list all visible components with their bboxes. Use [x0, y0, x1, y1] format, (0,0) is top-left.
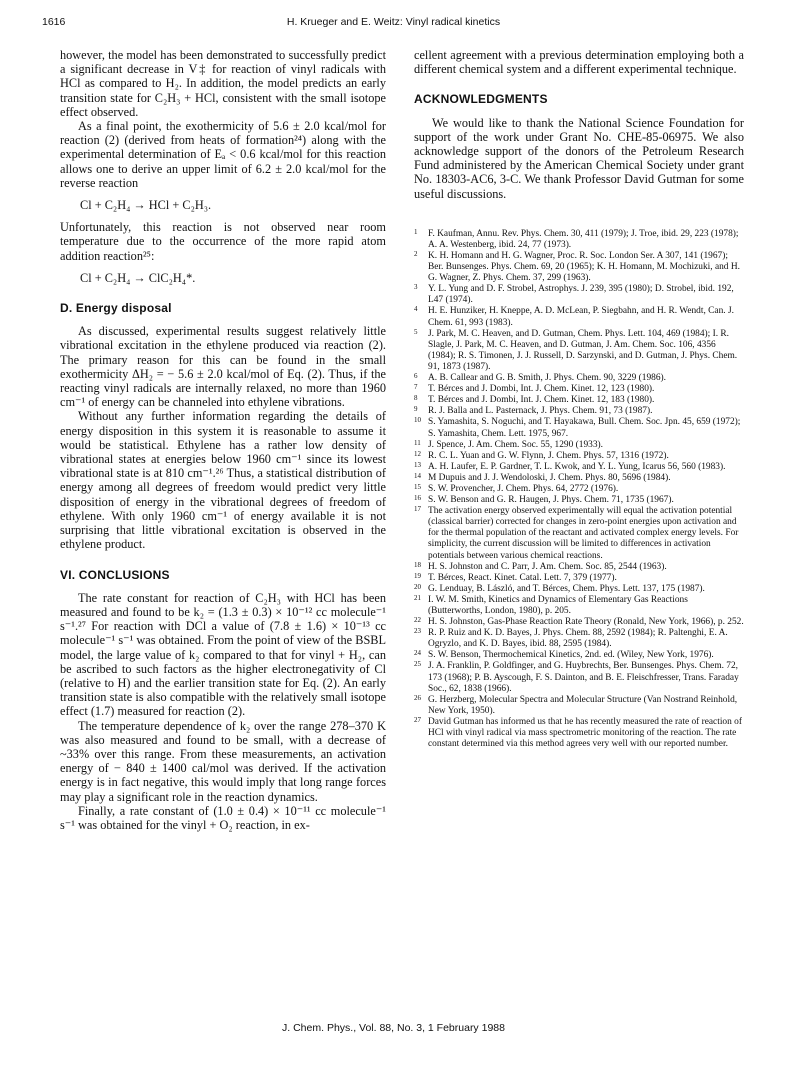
footnote-number: 16: [414, 494, 421, 503]
footnote-text: The activation energy observed experimentally will equal the activation potential (classical barrier) corrected for changes in zero-point energies upon activation and for the thermal population of the reactant and activated complex energy levels. For simplicity, the current discussion will be limited to differences in activation potentials between various chemical reactions.: [428, 506, 739, 561]
footnote-text: I. W. M. Smith, Kinetics and Dynamics of Elementary Gas Reactions (Butterworths, London, 1980), p. 205.: [428, 594, 688, 617]
section-heading-acknowledgments: ACKNOWLEDGMENTS: [414, 92, 548, 107]
footnote-item: [414, 384, 744, 395]
footnote-number: 18: [414, 560, 421, 569]
footnote-number: 6: [414, 372, 418, 381]
footnote-text: S. Yamashita, S. Noguchi, and T. Hayakawa, Bull. Chem. Soc. Jpn. 45, 659 (1972); S. Yamashita, Chem. Lett. 1975, 967.: [428, 417, 741, 439]
footnote-number: 25: [414, 660, 421, 669]
paragraph: Finally, a rate constant of (1.0 ± 0.4) × 10⁻¹¹ cc molecule⁻¹ s⁻¹ was obtained for the vinyl + O₂ reaction, in ex-: [60, 803, 386, 832]
footnote-text: R. P. Ruiz and K. D. Bayes, J. Phys. Chem. 88, 2592 (1984); R. Paltenghi, E. A. Ogryzlo, and K. D. Bayes, ibid. 88, 2595 (1984).: [428, 628, 728, 650]
footnote-text: F. Kaufman, Annu. Rev. Phys. Chem. 30, 411 (1979); J. Troe, ibid. 29, 223 (1978); A. A. Westenberg, ibid. 24, 77 (1973).: [428, 228, 739, 250]
equation: Cl + C₂H₄ → HCl + C₂H₃.: [80, 198, 212, 213]
footnote-text: H. E. Hunziker, H. Kneppe, A. D. McLean, P. Siegbahn, and H. R. Wendt, Can. J. Chem. 61, 993 (1983).: [428, 306, 734, 328]
footnote-item: [414, 650, 744, 661]
footnote-number: 26: [414, 693, 421, 702]
footnote-number: 3: [414, 283, 418, 292]
footnote-text: H. S. Johnston and C. Parr, J. Am. Chem. Soc. 85, 2544 (1963).: [428, 561, 667, 572]
footnote-text: T. Bérces and J. Dombi, Int. J. Chem. Kinet. 12, 123 (1980).: [428, 384, 655, 395]
footnote-text: R. C. L. Yuan and G. W. Flynn, J. Chem. Phys. 57, 1316 (1972).: [428, 450, 669, 461]
footnote-item: [414, 562, 744, 573]
paragraph: cellent agreement with a previous determination employing both a different chemical system and a different experimental technique.: [414, 48, 744, 77]
footnote-number: 2: [414, 250, 418, 259]
section-heading-conclusions: VI. CONCLUSIONS: [60, 567, 170, 582]
right-column: [414, 48, 744, 750]
footnote-item: [414, 395, 744, 406]
footnote-number: 14: [414, 471, 421, 480]
footnote-text: A. B. Callear and G. B. Smith, J. Phys. Chem. 90, 3229 (1986).: [428, 373, 667, 384]
footnote-item: [414, 473, 744, 484]
left-column: [60, 48, 386, 832]
footnote-item: [414, 462, 744, 473]
footnote-number: 23: [414, 627, 421, 636]
paragraph: We would like to thank the National Science Foundation for support of the work under Grant No. CHE-85-06975. We also acknowledge support of the donors of the Petroleum Research Fund administered by the American Chemical Society under grant No. 18303-AC6, 3-C. We thank Professor David Gutman for some useful discussions.: [414, 115, 744, 201]
footnote-text: S. W. Benson, Thermochemical Kinetics, 2nd. ed. (Wiley, New York, 1976).: [428, 650, 714, 661]
footnotes-list: [414, 229, 744, 750]
footnote-number: 1: [414, 227, 418, 236]
paragraph: Unfortunately, this reaction is not observed near room temperature due to the occurrence of the more rapid atom addition reaction²⁵:: [60, 220, 386, 263]
running-header: [42, 16, 745, 32]
footnote-item: [414, 440, 744, 451]
footnote-number: 27: [414, 715, 421, 724]
footnote-number: 5: [414, 327, 418, 336]
footnote-item: [414, 495, 744, 506]
paragraph: The rate constant for reaction of C₂H₃ with HCl has been measured and found to be k₂ = (1.3 ± 0.3) × 10⁻¹² cc molecule⁻¹ s⁻¹.²⁷ For reaction with DCl a value of (7.8 ± 1.6) × 10⁻¹³ cc molecule⁻¹ s⁻¹ was obtained. From the point of view of the BSBL model, the large value of k₂ compared to that for vinyl + H₂, can be ascribed to such factors as the higher electronegativity of Cl (relative to H) and the earlier transition state for Eq. (2). An early transition state is also compatible with the relatively small isotope effect (1.7) measured for reaction (2).: [60, 590, 386, 719]
footnote-number: 24: [414, 649, 421, 658]
footnote-item: [414, 573, 744, 584]
footnote-number: 15: [414, 482, 421, 491]
footnote-item: [414, 329, 744, 373]
footnote-item: [414, 695, 744, 717]
footnote-item: [414, 506, 744, 561]
footnote-item: [414, 306, 744, 328]
paragraph: however, the model has been demonstrated to successfully predict a significant decrease in V‡ for reaction of vinyl radicals with HCl as compared to H₂. In addition, the model predicts an early transition state for C₂H₃ + HCl, consistent with the small isotope effect observed.: [60, 48, 386, 119]
footnote-text: K. H. Homann and H. G. Wagner, Proc. R. Soc. London Ser. A 307, 141 (1967); Ber. Bunsenges. Phys. Chem. 69, 20 (1965); K. H. Homann, M. Mochizuki, and H. G. Wagner, Z. Phys. Chem. 37, 299 (1963).: [428, 251, 740, 284]
footnote-number: 19: [414, 571, 421, 580]
footnote-item: [414, 484, 744, 495]
footnote-item: [414, 617, 744, 628]
journal-footer: J. Chem. Phys., Vol. 88, No. 3, 1 February 1988: [282, 1022, 505, 1034]
footnote-text: A. H. Laufer, E. P. Gardner, T. L. Kwok, and Y. L. Yung, Icarus 56, 560 (1983).: [428, 461, 726, 472]
paragraph: The temperature dependence of k₂ over the range 278–370 K was also measured and found to be small, with a decrease of ~33% over this range. From these measurements, an activation energy of − 840 ± 1400 cal/mol was derived. If the activation energy is in fact negative, this would imply that long range forces may play a significant role in the reaction dynamics.: [60, 718, 386, 804]
footnote-item: [414, 284, 744, 306]
footnote-text: J. Spence, J. Am. Chem. Soc. 55, 1290 (1933).: [428, 439, 603, 450]
running-title: H. Krueger and E. Weitz: Vinyl radical kinetics: [286, 16, 501, 28]
footnote-item: [414, 584, 744, 595]
paragraph: As discussed, experimental results suggest relatively little vibrational excitation in the ethylene produced via reaction (2). The primary reason for this can be found in the small exothermicity ΔH₂ = − 5.6 ± 2.0 kcal/mol of Eq. (2). Thus, if the reacting vinyl radicals are internally relaxed, no more than 1960 cm⁻¹ of energy can be channeled into ethylene vibrations.: [60, 324, 386, 410]
footnote-number: 7: [414, 383, 418, 392]
footnote-item: [414, 628, 744, 650]
footnote-item: [414, 661, 744, 694]
footnote-number: 12: [414, 449, 421, 458]
footnote-text: T. Bérces, React. Kinet. Catal. Lett. 7, 379 (1977).: [428, 572, 617, 583]
footnote-item: [414, 595, 744, 617]
footnote-text: T. Bérces and J. Dombi, Int. J. Chem. Kinet. 12, 183 (1980).: [428, 395, 655, 406]
footnote-number: 22: [414, 616, 421, 625]
equation: Cl + C₂H₄ → ClC₂H₄*.: [80, 270, 196, 285]
footnote-number: 17: [414, 505, 421, 514]
page-number: 1616: [42, 16, 66, 28]
footnote-text: H. S. Johnston, Gas-Phase Reaction Rate Theory (Ronald, New York, 1966), p. 252.: [428, 617, 744, 628]
footnote-text: G. Herzberg, Molecular Spectra and Molecular Structure (Van Nostrand Reinhold, New York, 1950).: [428, 694, 738, 716]
footnote-number: 13: [414, 460, 421, 469]
footnote-number: 21: [414, 593, 421, 602]
footnote-item: [414, 717, 744, 750]
footnote-item: [414, 373, 744, 384]
footnote-item: [414, 451, 744, 462]
section-heading-energy-disposal: D. Energy disposal: [60, 301, 172, 316]
footnote-number: 20: [414, 582, 421, 591]
footnote-text: S. W. Benson and G. R. Haugen, J. Phys. Chem. 71, 1735 (1967).: [428, 495, 674, 506]
footnote-text: J. A. Franklin, P. Goldfinger, and G. Huybrechts, Ber. Bunsenges. Phys. Chem. 72, 173 (1968); P. B. Ayscough, F. S. Dainton, and B. E. Fleischfresser, Trans. Faraday Soc., 62, 1838 (1966).: [428, 661, 739, 694]
footnote-text: G. Lenduay, B. László, and T. Bérces, Chem. Phys. Lett. 137, 175 (1987).: [428, 583, 705, 594]
paragraph: Without any further information regarding the details of energy disposition in this system it is reasonable to assume it would be statistical. Ethylene has a rather low density of vibrational states at energies below 1960 cm⁻¹ since its lowest vibrational state is at 810 cm⁻¹.²⁶ Thus, a statistical distribution of energy among all degrees of freedom would predict very little disposition of energy in the vibrational degrees of freedom of ethylene. With only 1960 cm⁻¹ of energy available it is not surprising that little vibrational excitation is observed in the ethylene product.: [60, 409, 386, 552]
footnote-text: M Dupuis and J. J. Wendoloski, J. Chem. Phys. 80, 5696 (1984).: [428, 472, 671, 483]
footnote-text: R. J. Balla and L. Pasternack, J. Phys. Chem. 91, 73 (1987).: [428, 406, 653, 417]
footnote-text: Y. L. Yung and D. F. Strobel, Astrophys. J. 239, 395 (1980); D. Strobel, ibid. 192, L47 (1974).: [428, 284, 734, 306]
footnote-number: 10: [414, 416, 421, 425]
footnote-text: J. Park, M. C. Heaven, and D. Gutman, Chem. Phys. Lett. 104, 469 (1984); I. R. Slagle, J. Park, M. C. Heaven, and D. Gutman, J. Am. Chem. Soc. 106, 4356 (1984); R. S. Timonen, J. J. Russell, D. Sarzynski, and D. Gutman, J. Phys. Chem. 91, 1873 (1987).: [428, 328, 738, 372]
footnote-number: 4: [414, 305, 418, 314]
paragraph: As a final point, the exothermicity of 5.6 ± 2.0 kcal/mol for reaction (2) (derived from heats of formation²⁴) along with the experimental determination of Eₐ < 0.6 kcal/mol for this reaction allows one to derive an upper limit of 6.2 ± 2.0 kcal/mol for the reverse reaction: [60, 119, 386, 190]
footnote-text: David Gutman has informed us that he has recently measured the rate of reaction of HCl with vinyl radical via mass spectrometric monitoring of the reaction. The rate constant determined via this method agrees very well with our reported number.: [428, 716, 742, 750]
footnote-number: 8: [414, 394, 418, 403]
footnote-item: [414, 417, 744, 439]
footnote-number: 9: [414, 405, 418, 414]
footnote-item: [414, 406, 744, 417]
footnote-number: 11: [414, 438, 421, 447]
footnote-item: [414, 251, 744, 284]
footnote-text: S. W. Provencher, J. Chem. Phys. 64, 2772 (1976).: [428, 483, 619, 494]
footnote-item: [414, 229, 744, 251]
